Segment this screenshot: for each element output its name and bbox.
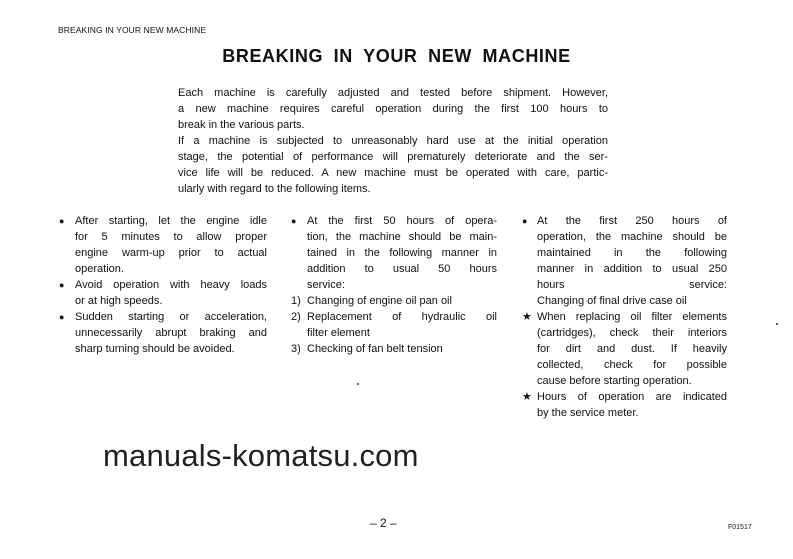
text-line: After starting, let the engine idle [75, 215, 267, 227]
list-item [75, 309, 267, 357]
page-title: BREAKING IN YOUR NEW MACHINE [222, 46, 571, 66]
list-item [537, 213, 727, 309]
text-line: filter element [307, 327, 370, 339]
text-line: collected, check for possible [537, 359, 727, 371]
bullet-icon: ● [59, 216, 65, 226]
text-line: addition to usual 50 hours [307, 263, 497, 275]
list-item [537, 309, 727, 389]
list-number: 1) [291, 295, 301, 307]
text-line: Changing of final drive case oil [537, 295, 687, 307]
text-line: unnecessarily abrupt braking and [75, 327, 267, 339]
text-line: sharp turning should be avoided. [75, 343, 235, 355]
text-line: cause before starting operation. [537, 375, 692, 387]
text-line: Replacement of hydraulic oil [307, 311, 497, 323]
text-line: operation, the machine should be [537, 231, 727, 243]
text-line: tained in the following manner in [307, 247, 497, 259]
text-line: If a machine is subjected to unreasonably hard use at the initial operation [178, 135, 608, 147]
text-line: Checking of fan belt tension [307, 343, 443, 355]
bullet-icon: ● [291, 216, 297, 226]
text-line: maintained in the following [537, 247, 727, 259]
text-line: Hours of operation are indicated [537, 391, 727, 403]
text-line: At the first 250 hours of [537, 215, 727, 227]
list-item [307, 293, 497, 309]
list-number: 3) [291, 343, 301, 355]
figure-code: F01517 [728, 524, 752, 531]
scan-speck [776, 323, 778, 325]
text-line: stage, the potential of performance will prematurely deteriorate and the ser- [178, 151, 608, 163]
list-item [75, 277, 267, 309]
list-item [307, 213, 497, 293]
list-item [307, 309, 497, 341]
bullet-icon: ● [59, 312, 65, 322]
text-line: engine warm-up prior to actual [75, 247, 267, 259]
list-number: 2) [291, 311, 301, 323]
text-line: At the first 50 hours of opera- [307, 215, 497, 227]
intro-paragraph [178, 85, 608, 133]
scan-speck [357, 383, 359, 385]
bullet-icon: ● [59, 280, 65, 290]
text-line: tion, the machine should be main- [307, 231, 497, 243]
text-line: (cartridges), check their interiors [537, 327, 727, 339]
text-line: Avoid operation with heavy loads [75, 279, 267, 291]
text-line: ularly with regard to the following items. [178, 183, 371, 195]
intro-paragraph [178, 133, 608, 197]
text-line: by the service meter. [537, 407, 639, 419]
text-line: vice life will be reduced. A new machine must be operated with care, partic- [178, 167, 608, 179]
star-note-icon: ★ [522, 391, 532, 403]
page-number: – 2 – [370, 516, 397, 530]
watermark: manuals-komatsu.com [103, 438, 419, 473]
text-line: or at high speeds. [75, 295, 163, 307]
text-line: for dirt and dust. If heavily [537, 343, 727, 355]
text-line: break in the various parts. [178, 119, 305, 131]
list-item [537, 389, 727, 421]
text-line: Changing of engine oil pan oil [307, 295, 452, 307]
text-line: a new machine requires careful operation during the first 100 hours to [178, 103, 608, 115]
text-line: When replacing oil filter elements [537, 311, 727, 323]
text-line: manner in addition to usual 250 [537, 263, 727, 275]
text-line: for 5 minutes to allow proper [75, 231, 267, 243]
star-note-icon: ★ [522, 311, 532, 323]
running-header: BREAKING IN YOUR NEW MACHINE [58, 25, 207, 35]
text-line: Each machine is carefully adjusted and tested before shipment. However, [178, 87, 608, 99]
list-item [75, 213, 267, 277]
text-line: Sudden starting or acceleration, [75, 311, 267, 323]
text-line: hours service: [537, 279, 727, 291]
text-line: operation. [75, 263, 124, 275]
list-item [307, 341, 497, 357]
bullet-icon: ● [522, 216, 528, 226]
text-line: service: [307, 279, 345, 291]
